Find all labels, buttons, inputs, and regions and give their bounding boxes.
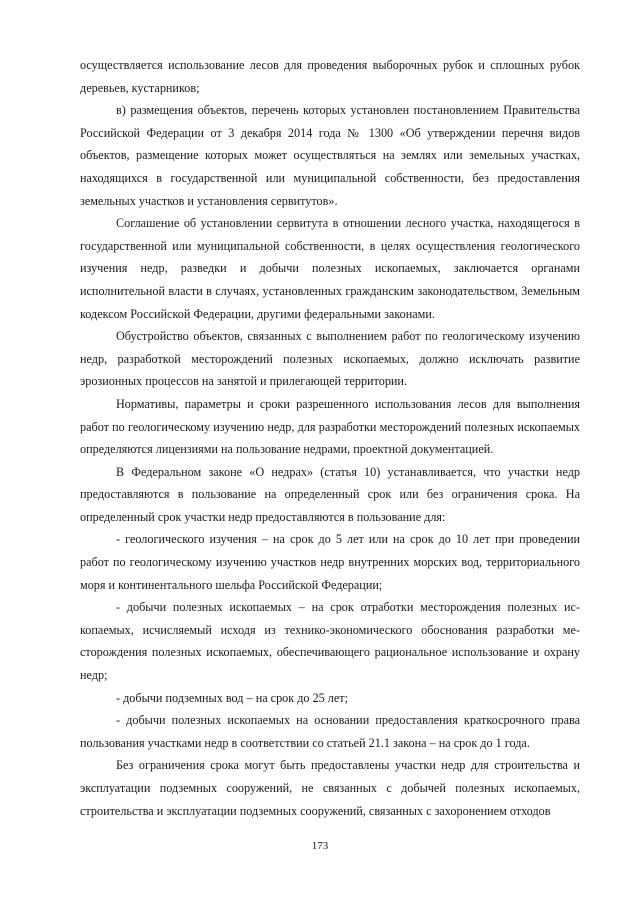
body-text bbox=[80, 54, 580, 822]
paragraph-6: В Федеральном законе «О недрах» (статья 10) устанавливается, что участки недр предоставляются в пользование на определенный срок или без ограничения срока. На определенный срок участки недр предоставляются в пользование для: bbox=[80, 464, 580, 524]
list-item-3: - добычи подземных вод – на срок до 25 лет; bbox=[116, 690, 349, 705]
page-number: 173 bbox=[311, 840, 329, 852]
paragraph-3: Соглашение об установлении сервитута в отношении лесного участка, находящегося в государственной или муниципальной собственности, в целях осуществления геологического изучения недр, разведки и добычи полезных ископаемых, заключается органами исполнительной власти в случаях, установленных гражданским законодательством, Земельным кодексом Российской Федерации, другими федеральными законами. bbox=[80, 216, 580, 321]
paragraph-7: Без ограничения срока могут быть предоставлены участки недр для строительства и эксплуатации подземных сооружений, не связанных с добычей полезных ископаемых, строительства и эксплуатации подземных сооружений, связанных с захоронением отходов bbox=[80, 758, 580, 818]
list-item-4: - добычи полезных ископаемых на основании предоставления краткосрочного права пользования участками недр в соответствии со статьей 21.1 закона – на срок до 1 года. bbox=[80, 713, 580, 750]
list-item-2: - добычи полезных ископаемых – на срок отработки месторождения полезных ископаемых, исчисляемый исходя из технико-экономического обоснования разработки месторождения полезных ископаемых, обеспечивающего рациональное использование и охрану недр; bbox=[80, 600, 580, 683]
paragraph-1: осуществляется использование лесов для проведения выборочных рубок и сплошных рубок деревьев, кустарников; bbox=[80, 58, 580, 95]
paragraph-4: Обустройство объектов, связанных с выполнением работ по геологическому изучению недр, разработкой месторождений полезных ископаемых, должно исключать развитие эрозионных процессов на занятой и прилегающей территории. bbox=[80, 329, 580, 389]
list-item-1: - геологического изучения – на срок до 5 лет или на срок до 10 лет при проведении работ по геологическому изучению участков недр внутренних морских вод, территориального моря и континентального шельфа Российской Федерации; bbox=[80, 532, 580, 592]
paragraph-5: Нормативы, параметры и сроки разрешенного использования лесов для выполнения работ по геологическому изучению недр, для разработки месторождений полезных ископаемых определяются лицензиями на пользование недрами, проектной документацией. bbox=[80, 396, 580, 457]
paragraph-2: в) размещения объектов, перечень которых установлен постановлением Правительства Российской Федерации от 3 декабря 2014 года № 1300 «Об утверждении перечня видов объектов, размещение которых может осуществляться на землях или земельных участках, находящихся в государственной или муниципальной собственности, без предоставления земельных участков и установления сервитутов». bbox=[80, 103, 580, 208]
